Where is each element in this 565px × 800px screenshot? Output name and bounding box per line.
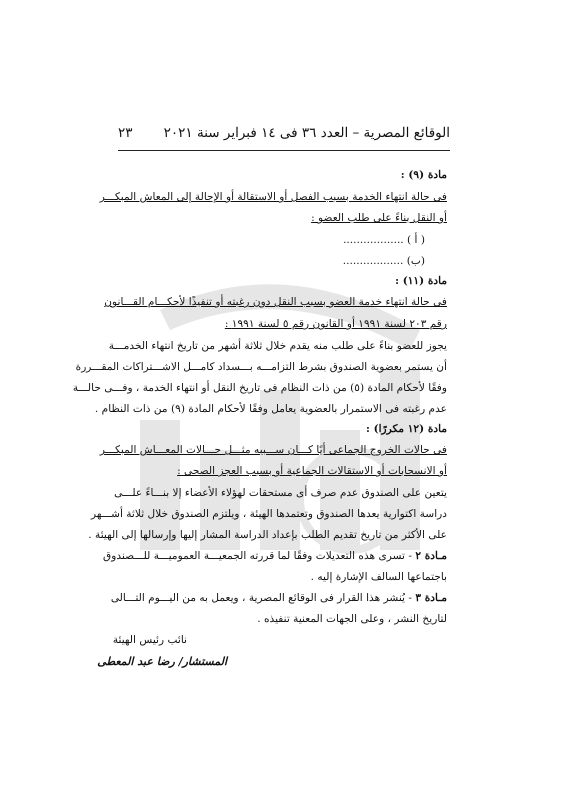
- header-title: الوقائع المصرية – العدد ٣٦ فى ١٤ فبراير سنة ٢٠٢١: [163, 125, 450, 141]
- article-11-para-line-3: وفقًا لأحكام المادة (٥) من ذات النظام فى تاريخ النقل أو انتهاء الخدمة ، وفـــى حالـــة: [72, 382, 447, 394]
- article-12-bis-line-2: أو الانسحابات أو الاستقالات الجماعية أو بسبب العجز الصحى :: [177, 465, 447, 477]
- article-2-label: مـادة ٢: [415, 550, 447, 562]
- signature-role: نائب رئيس الهيئة: [112, 634, 187, 646]
- article-3-line-2: لتاريخ النشر ، وعلى الجهات المعنية تنفيذه .: [257, 613, 447, 625]
- article-12-bis-para-line-3: على الأكثر من تاريخ تقديم الطلب بإعداد الدراسة المشار إليها وإرسالها إلى الهيئة .: [88, 529, 447, 541]
- article-11-line-2: رقم ٢٠٣ لسنة ١٩٩١ أو القانون رقم ٥ لسنة ١٩٩١ :: [224, 318, 447, 330]
- article-3-text: - يُنشر هذا القرار فى الوقائع المصرية ، ويعمل به من اليـــوم التـــالى: [110, 592, 416, 604]
- article-2-line-2: باجتماعها السالف الإشارة إليه .: [310, 571, 447, 583]
- article-11-para-line-4: عدم رغبته فى الاستمرار بالعضوية يعامل وفقًا لأحكام المادة (٩) من ذات النظام .: [94, 403, 447, 415]
- article-9-item-b: (ب) ..................: [342, 255, 425, 267]
- article-9-title: مادة (٩) :: [400, 169, 447, 181]
- page-number: ٢٣: [118, 125, 133, 141]
- article-11-title: مادة (١١) :: [395, 275, 447, 287]
- page-header: [118, 124, 450, 142]
- article-3-label: مـادة ٣: [415, 592, 447, 604]
- article-12-bis-para-line-1: يتعين على الصندوق عدم صرف أى مستحقات لهؤلاء الأعضاء إلا بنـــاءً علـــى: [114, 487, 447, 499]
- article-9-line-2: أو النقل بناءً على طلب العضو :: [311, 212, 447, 224]
- article-12-bis-line-1: فى حالات الخروج الجماعى أيًا كـــان ســـببه مثـــل حـــالات المعـــاش المبكـــر: [99, 444, 447, 456]
- article-2-text: - تسرى هذه التعديلات وفقًا لما قررته الجمعيـــة العموميـــة للـــصندوق: [103, 550, 416, 562]
- article-11-para-line-2: أن يستمر بعضوية الصندوق بشرط التزامـــه بـــسداد كامـــل الاشـــتراكات المقـــررة: [75, 361, 447, 373]
- article-9-item-a: ( أ ) ..................: [343, 234, 425, 246]
- article-12-bis-title: مادة (١٢ مكررًا) :: [366, 423, 447, 435]
- header-divider: [118, 150, 450, 151]
- article-12-bis-para-line-2: دراسة اكتوارية يعدها الصندوق وتعتمدها الهيئة ، ويلتزم الصندوق خلال ثلاثة أشـــهر: [91, 508, 447, 520]
- article-2-line-1: [103, 549, 447, 563]
- article-9-line-1: فى حالة انتهاء الخدمة بسبب الفصل أو الاستقالة أو الإحالة إلى المعاش المبكـــر: [99, 191, 447, 203]
- article-3-line-1: [110, 591, 447, 605]
- signature-name: المستشار/ رضا عبد المعطى: [97, 655, 227, 668]
- article-11-para-line-1: يجوز للعضو بناءً على طلب منه يقدم خلال ثلاثة أشهر من تاريخ انتهاء الخدمـــة: [108, 340, 447, 352]
- article-11-line-1: فى حالة انتهاء خدمة العضو بسبب النقل دون رغبته أو تنفيذًا لأحكـــام القـــانون: [104, 296, 447, 308]
